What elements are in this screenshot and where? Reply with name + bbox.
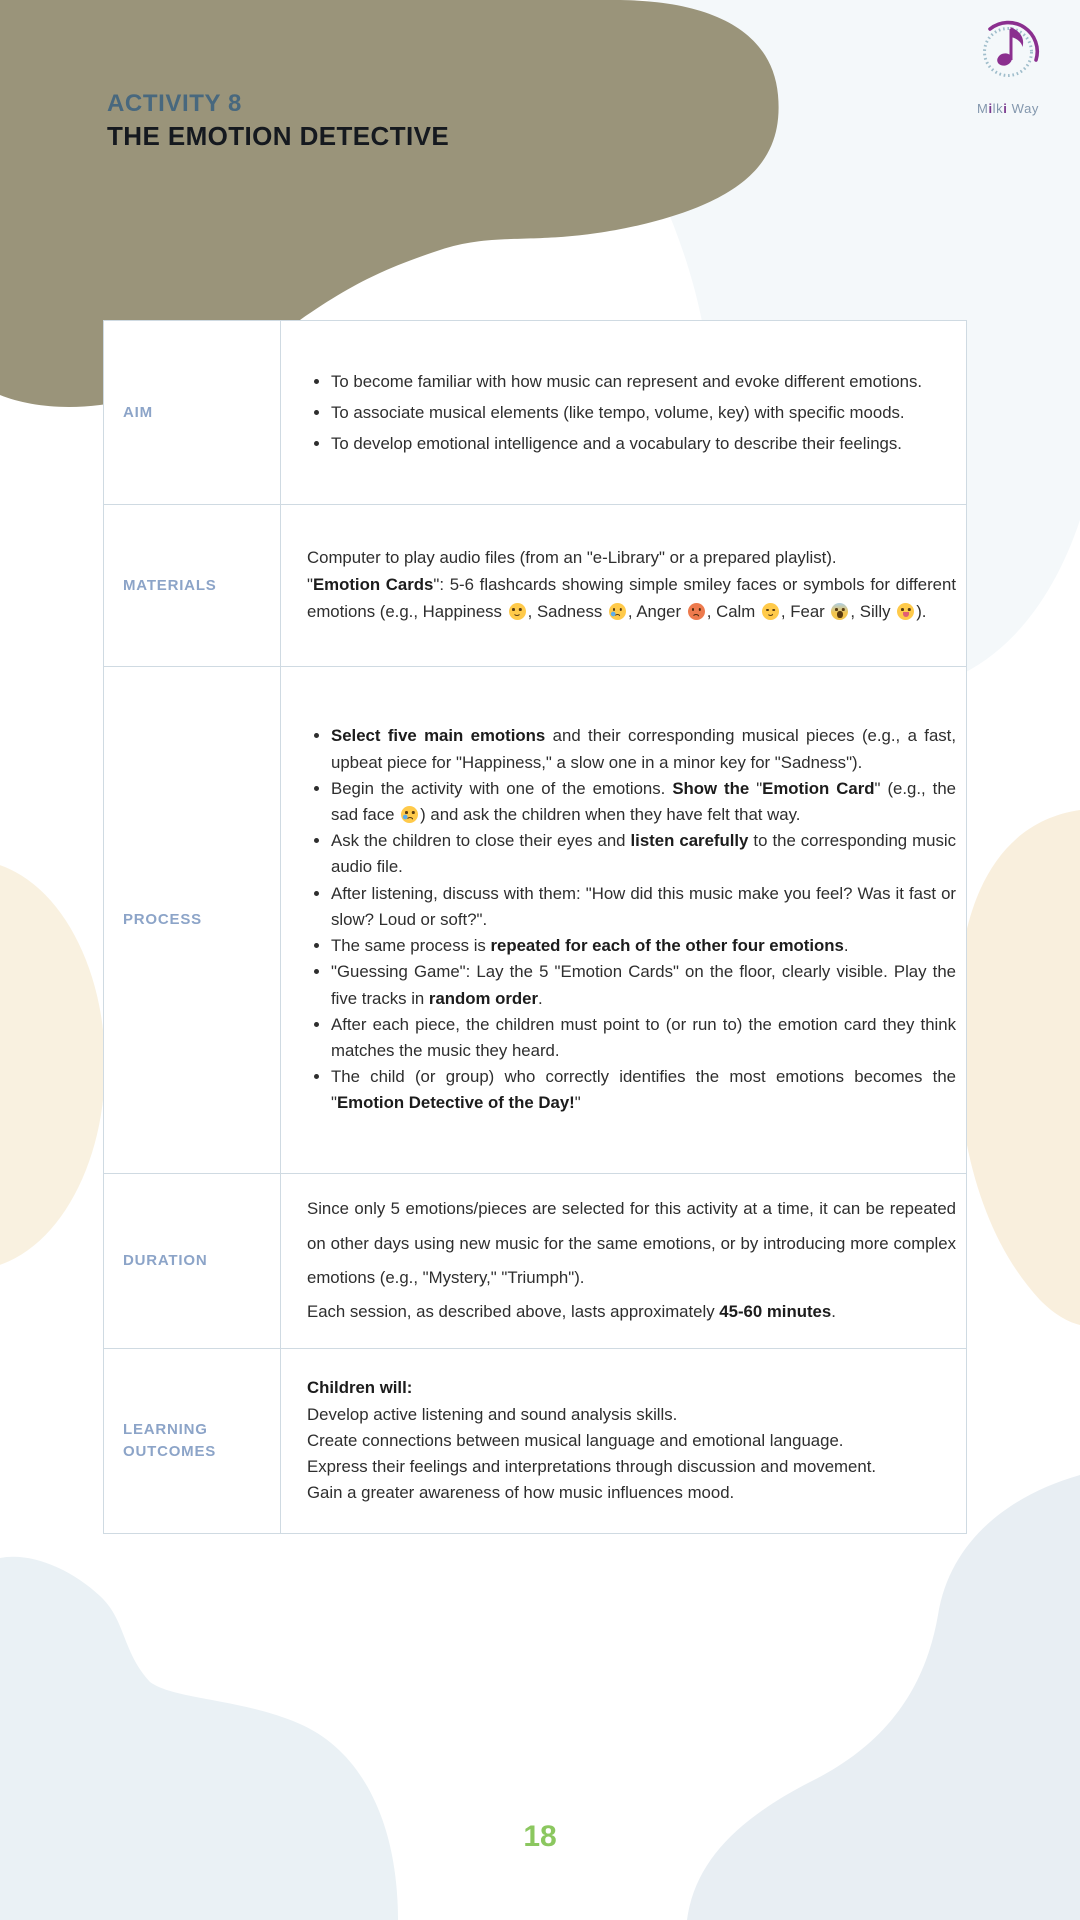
text: " [574,1093,581,1113]
materials-paragraph [307,545,956,572]
table-row-materials [104,504,966,666]
bold-text: random order [428,988,539,1008]
process-item [331,828,956,880]
text: Create connections between musical language and emotional language. [307,1430,844,1450]
process-list [307,723,956,1116]
text: Each session, as described above, lasts approximately [307,1302,720,1322]
row-content-outcomes [281,1349,966,1533]
music-note-logo-icon [964,12,1052,98]
row-content-materials [281,505,966,666]
table-row-process [104,666,966,1173]
angry-emoji [688,603,705,620]
row-label-process: PROCESS [104,667,281,1173]
aim-list [307,366,956,459]
brand-letter: i [1003,101,1008,116]
process-item [331,723,956,775]
row-label-materials: MATERIALS [104,505,281,666]
silly-emoji [897,603,914,620]
text: The child (or group) who correctly identifies the most emotions becomes the " [331,1067,956,1113]
process-item [331,776,956,828]
text: Since only 5 emotions/pieces are selected for this activity at a time, it can be repeated on other days using new music for the same emotions, or by introducing more complex emotions (e.g., "Mystery," "Triumph"). [307,1199,956,1287]
bold-text: 45-60 minutes [719,1302,832,1322]
text: , Fear [780,601,830,621]
brand-letter: Way [1007,101,1039,116]
sad-emoji [401,806,418,823]
text: and their corresponding musical pieces (e.g., a fast, upbeat piece for "Happiness," a slow one in a minor key for "Sadness"). [331,726,956,772]
text: , Silly [850,601,896,621]
text: , Calm [706,601,760,621]
text: To develop emotional intelligence and a vocabulary to describe their feelings. [331,434,902,454]
page-title: THE EMOTION DETECTIVE [107,121,450,151]
text: After listening, discuss with them: "How did this music make you feel? Was it fast or slow? Loud or soft?". [331,883,956,929]
bold-text: Emotion Cards [312,575,434,595]
bold-text: Show the [672,778,750,798]
aim-item [331,397,956,428]
text: To become familiar with how music can represent and evoke different emotions. [331,371,923,391]
text: " (e.g., the sad face [331,778,957,825]
duration-paragraph [307,1192,956,1295]
outcomes-paragraph [307,1402,956,1428]
cream-blob-left [0,860,105,1270]
brand-letter: i [988,101,993,116]
row-content-aim [281,321,966,504]
row-label-aim: AIM [104,321,281,504]
text: "Guessing Game": Lay the 5 "Emotion Cards" on the floor, clearly visible. Play the five tracks in [331,962,956,1008]
cream-blob-right [957,810,1080,1325]
text: , Anger [627,601,686,621]
text: Gain a greater awareness of how music influences mood. [307,1483,735,1503]
text: ). [916,601,927,621]
process-item [331,1064,956,1116]
text: ": 5-6 flashcards showing simple smiley faces or symbols for different emotions (e.g., Happiness [307,575,956,621]
text: . [831,1302,836,1322]
text: to the corresponding music audio file. [331,831,956,877]
mist-blob-bottom-left [0,1557,398,1920]
text: Begin the activity with one of the emotions. [331,778,673,798]
text: The same process is [331,936,491,956]
process-item [331,959,956,1011]
text: " [307,575,313,595]
calm-emoji [762,603,779,620]
row-content-duration [281,1174,966,1348]
text: , Sadness [527,601,607,621]
table-row-aim [104,321,966,504]
outcomes-paragraph [307,1428,956,1454]
text: Develop active listening and sound analysis skills. [307,1404,678,1424]
happy-emoji [509,603,526,620]
duration-paragraph [307,1295,956,1329]
process-item [331,933,956,959]
outcomes-paragraph [307,1454,956,1480]
page-header [107,90,449,152]
sad-emoji [609,603,626,620]
bold-text: listen carefully [630,831,749,851]
table-row-outcomes [104,1348,966,1533]
activity-label: ACTIVITY 8 [107,90,242,117]
text: ) and ask the children when they have felt that way. [420,805,801,825]
materials-paragraph [307,572,956,626]
bold-text: repeated for each of the other four emotions [490,936,844,956]
row-label-duration: DURATION [104,1174,281,1348]
brand-logo [955,12,1061,116]
bold-text: Emotion Detective of the Day! [336,1093,575,1113]
fear-emoji [831,603,848,620]
table-row-duration [104,1173,966,1348]
brand-name [955,101,1061,116]
text: Ask the children to close their eyes and [331,831,631,851]
text: After each piece, the children must point to (or run to) the emotion card they think matches the music they heard. [331,1014,956,1060]
text: Express their feelings and interpretations through discussion and movement. [307,1457,877,1477]
row-content-process [281,667,966,1173]
aim-item [331,366,956,397]
brand-letter: lk [992,101,1004,116]
process-item [331,1012,956,1064]
activity-table [103,320,967,1534]
text: To associate musical elements (like tempo, volume, key) with specific moods. [331,402,905,422]
bold-text: Children will: [307,1378,413,1398]
aim-item [331,428,956,459]
row-label-outcomes: LEARNING OUTCOMES [104,1349,281,1533]
process-item [331,881,956,933]
text: " [749,778,763,798]
bold-text: Emotion Card [762,778,875,798]
text: . [538,988,543,1008]
text: . [843,936,849,956]
brand-letter: M [977,101,989,116]
bold-text: Select five main emotions [331,726,546,746]
outcomes-paragraph [307,1375,956,1401]
page-number: 18 [523,1820,557,1853]
outcomes-paragraph [307,1480,956,1506]
text: Computer to play audio files (from an "e-Library" or a prepared playlist). [307,548,837,568]
